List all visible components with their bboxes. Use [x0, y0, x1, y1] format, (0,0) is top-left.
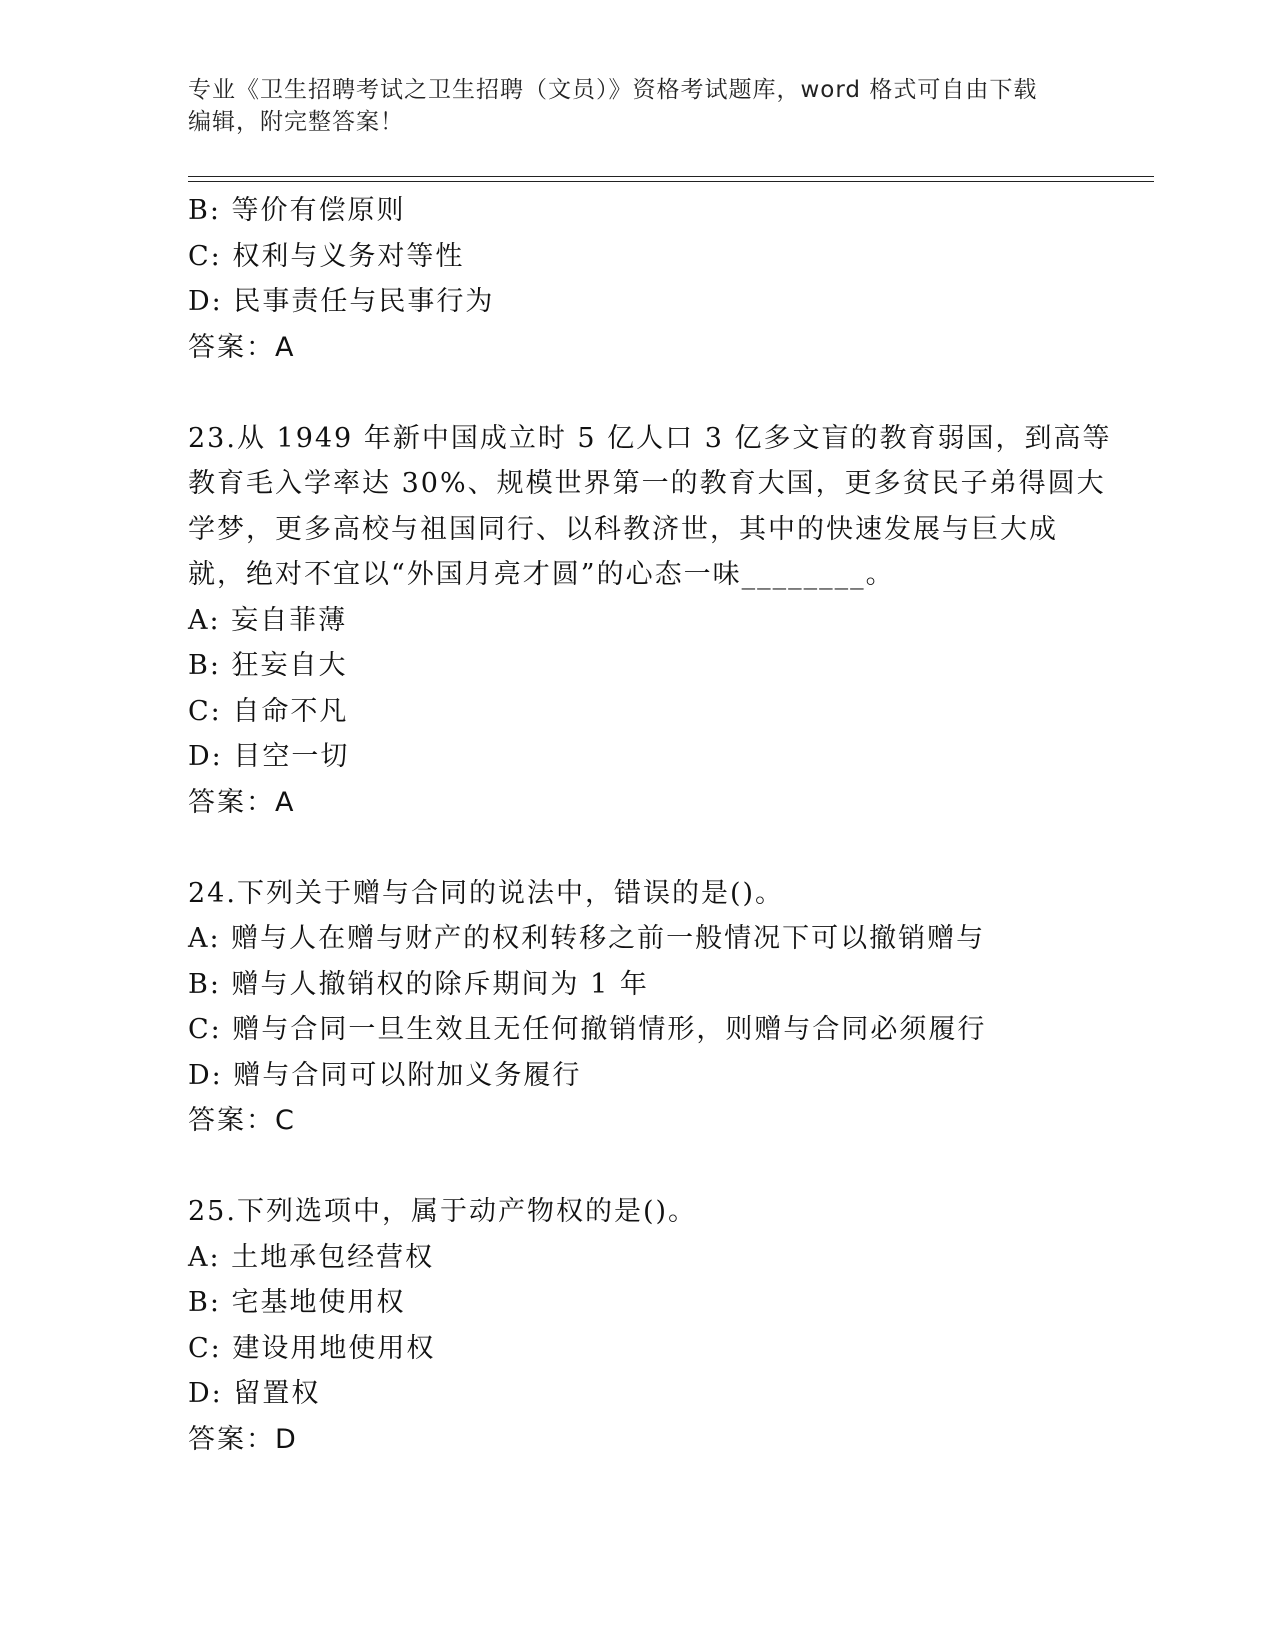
option-c: C: 权利与义务对等性: [188, 240, 465, 272]
header-title-line-1: 专业《卫生招聘考试之卫生招聘（文员）》资格考试题库，word 格式可自由下载: [188, 77, 1038, 103]
option-c: C: 建设用地使用权: [188, 1332, 436, 1364]
question-block-24: [188, 871, 1088, 1144]
question-stem-line: 24.下列关于赠与合同的说法中，错误的是()。: [188, 877, 785, 909]
question-block-23: [188, 416, 1112, 826]
option-d: D: 目空一切: [188, 741, 350, 772]
option-c: C: 赠与合同一旦生效且无任何撤销情形，则赠与合同必须履行: [188, 1014, 987, 1045]
answer-line: 答案：D: [188, 1423, 298, 1455]
question-stem-line: 教育毛入学率达 30%、规模世界第一的教育大国，更多贫民子弟得圆大: [188, 468, 1106, 499]
option-d: D: 留置权: [188, 1378, 321, 1409]
question-stem-line: 25.下列选项中，属于动产物权的是()。: [188, 1196, 698, 1227]
option-a: A: 赠与人在赠与财产的权利转移之前一般情况下可以撤销赠与: [188, 923, 986, 954]
spacer: [188, 825, 1088, 871]
question-block-prev: [188, 188, 1088, 370]
answer-line: 答案：C: [188, 1105, 296, 1136]
option-b: B: 宅基地使用权: [188, 1287, 406, 1318]
question-stem-line: 23.从 1949 年新中国成立时 5 亿人口 3 亿多文盲的教育弱国，到高等: [188, 422, 1112, 454]
question-list: [188, 188, 1112, 1462]
option-b: B: 等价有偿原则: [188, 195, 406, 226]
header-title-line-2: 编辑，附完整答案！: [188, 109, 404, 135]
option-c: C: 自命不凡: [188, 695, 349, 727]
answer-line: 答案：A: [188, 331, 296, 363]
spacer: [188, 370, 1088, 416]
page-header: [188, 74, 1068, 138]
spacer: [188, 1144, 1088, 1190]
question-block-25: [188, 1189, 1088, 1462]
option-d: D: 民事责任与民事行为: [188, 286, 495, 317]
option-a: A: 土地承包经营权: [188, 1241, 435, 1273]
option-a: A: 妄自菲薄: [188, 604, 348, 636]
header-divider-top: [188, 176, 1154, 177]
question-stem-line: 就，绝对不宜以“外国月亮才圆”的心态一味________。: [188, 559, 895, 590]
answer-line: 答案：A: [188, 786, 296, 818]
header-divider-bottom: [188, 181, 1154, 182]
option-b: B: 狂妄自大: [188, 650, 348, 681]
option-d: D: 赠与合同可以附加义务履行: [188, 1059, 582, 1091]
option-b: B: 赠与人撤销权的除斥期间为 1 年: [188, 968, 649, 1000]
question-stem-line: 学梦，更多高校与祖国同行、以科教济世，其中的快速发展与巨大成: [188, 513, 1058, 545]
